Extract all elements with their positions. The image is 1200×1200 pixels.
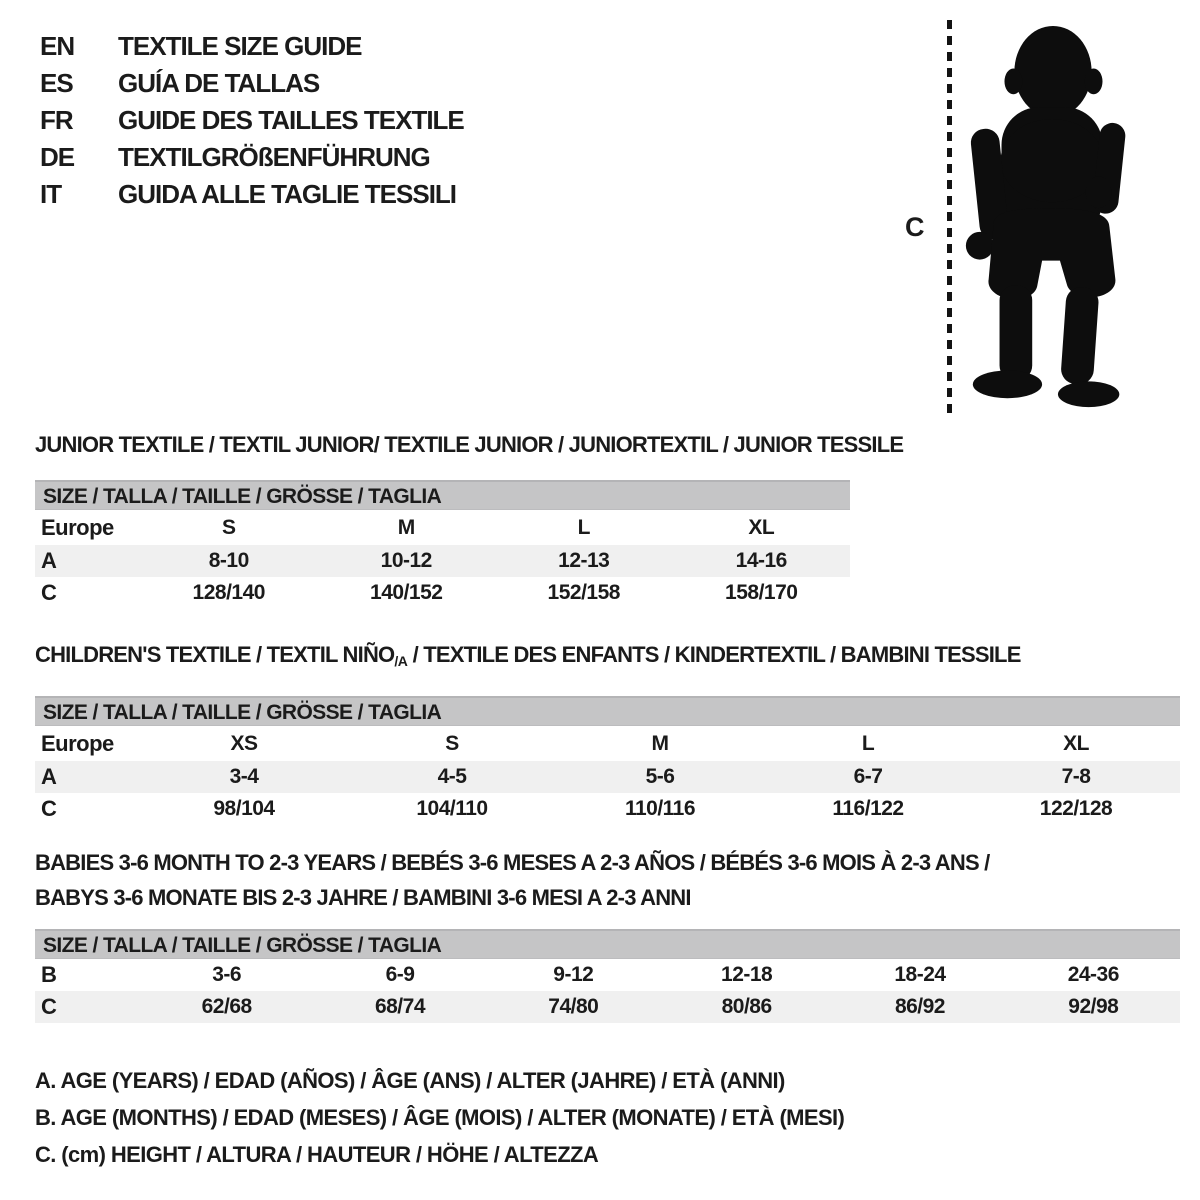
height-cell: 86/92 [894,995,945,1018]
language-code: FR [40,105,73,135]
language-code: DE [40,142,75,172]
junior-size-header-bar: SIZE / TALLA / TAILLE / GRÖSSE / TAGLIA [35,480,850,510]
months-cell: 24-36 [1067,963,1119,986]
row-label: B [41,962,57,987]
height-cell: 104/110 [416,797,488,820]
babies-height-row [35,991,1180,1023]
height-cell: 128/140 [192,581,265,604]
height-cell: 74/80 [548,995,599,1018]
language-code: EN [40,31,75,61]
months-cell: 18-24 [894,963,946,986]
size-cell: L [861,731,875,755]
childrens-europe-row [35,726,1180,761]
legend [35,1062,844,1173]
size-cell: L [577,515,590,539]
row-label: C [41,994,57,1019]
babies-size-header-bar: SIZE / TALLA / TAILLE / GRÖSSE / TAGLIA [35,929,1180,959]
size-cell: XL [748,515,775,539]
junior-section-title: JUNIOR TEXTILE / TEXTIL JUNIOR/ TEXTILE JUNIOR / JUNIORTEXTIL / JUNIOR TESSILE [35,432,904,457]
row-label: Europe [41,730,114,756]
age-cell: 3-4 [229,765,259,788]
guide-title-es: GUÍA DE TALLAS [118,68,320,98]
age-cell: 6-7 [853,765,883,788]
language-code: IT [40,179,62,209]
junior-europe-row [35,510,850,545]
height-cell: 122/128 [1039,797,1113,820]
size-cell: XS [230,731,258,755]
age-cell: 14-16 [735,549,787,572]
age-cell: 12-13 [558,549,610,572]
height-cell: 92/98 [1068,995,1119,1018]
childrens-title-sub: /A [394,653,408,669]
childrens-title-pre: CHILDREN'S TEXTILE / TEXTIL NIÑO [35,642,395,667]
childrens-size-header-bar: SIZE / TALLA / TAILLE / GRÖSSE / TAGLIA [35,696,1180,726]
junior-textile-section [35,432,904,609]
babies-textile-section [35,845,1180,1023]
guide-title-fr: GUIDE DES TAILLES TEXTILE [118,105,464,135]
age-cell: 8-10 [208,549,249,572]
junior-height-row [35,577,850,609]
height-cell: 116/122 [832,797,904,820]
size-cell: S [445,731,459,755]
childrens-textile-section [35,642,1180,825]
size-cell: M [397,515,415,539]
height-cell: 152/158 [547,581,620,604]
legend-line-a: A. AGE (YEARS) / EDAD (AÑOS) / ÂGE (ANS) / ALTER (JAHRE) / ETÀ (ANNI) [35,1068,785,1093]
childrens-height-row [35,793,1180,825]
size-cell: M [651,731,669,755]
language-row-de [40,139,464,176]
height-cell: 68/74 [374,995,426,1018]
baby-silhouette-icon [963,22,1143,418]
childrens-title-post: / TEXTILE DES ENFANTS / KINDERTEXTIL / BAMBINI TESSILE [407,642,1021,667]
row-label: C [41,580,57,605]
height-measure-label: C [905,212,925,242]
legend-line-c: C. (cm) HEIGHT / ALTURA / HAUTEUR / HÖHE / ALTEZZA [35,1142,599,1167]
size-cell: S [221,515,236,539]
age-cell: 4-5 [437,765,467,788]
height-cell: 158/170 [725,581,798,604]
row-label: A [41,548,57,573]
months-cell: 9-12 [553,963,594,986]
language-title-list [40,28,464,213]
language-row-fr [40,102,464,139]
age-cell: 10-12 [380,549,432,572]
height-cell: 62/68 [201,995,252,1018]
junior-age-row [35,545,850,577]
row-label: A [41,764,57,789]
row-label: Europe [41,514,114,540]
height-cell: 110/116 [624,797,696,820]
row-label: C [41,796,57,821]
language-row-it [40,176,464,213]
childrens-age-row [35,761,1180,793]
height-measure-line [947,20,952,417]
height-cell: 98/104 [213,797,275,820]
babies-months-row [35,959,1180,991]
months-cell: 3-6 [212,963,242,986]
babies-section-title-line1: BABIES 3-6 MONTH TO 2-3 YEARS / BEBÉS 3-6 MESES A 2-3 AÑOS / BÉBÉS 3-6 MOIS À 2-3 ANS / [35,850,990,875]
age-cell: 5-6 [645,765,675,788]
guide-title-de: TEXTILGRÖßENFÜHRUNG [118,142,430,172]
language-row-en [40,28,464,65]
childrens-section-title [35,642,1180,674]
months-cell: 6-9 [385,963,415,986]
size-cell: XL [1063,731,1089,755]
babies-section-title-line2: BABYS 3-6 MONATE BIS 2-3 JAHRE / BAMBINI 3-6 MESI A 2-3 ANNI [35,885,691,910]
guide-title-it: GUIDA ALLE TAGLIE TESSILI [118,179,457,209]
guide-title-en: TEXTILE SIZE GUIDE [118,31,362,61]
language-code: ES [40,68,73,98]
months-cell: 12-18 [721,963,773,986]
language-row-es [40,65,464,102]
height-cell: 80/86 [721,995,772,1018]
age-cell: 7-8 [1061,765,1091,788]
height-cell: 140/152 [370,581,443,604]
legend-line-b: B. AGE (MONTHS) / EDAD (MESES) / ÂGE (MOIS) / ALTER (MONATE) / ETÀ (MESI) [35,1105,845,1130]
